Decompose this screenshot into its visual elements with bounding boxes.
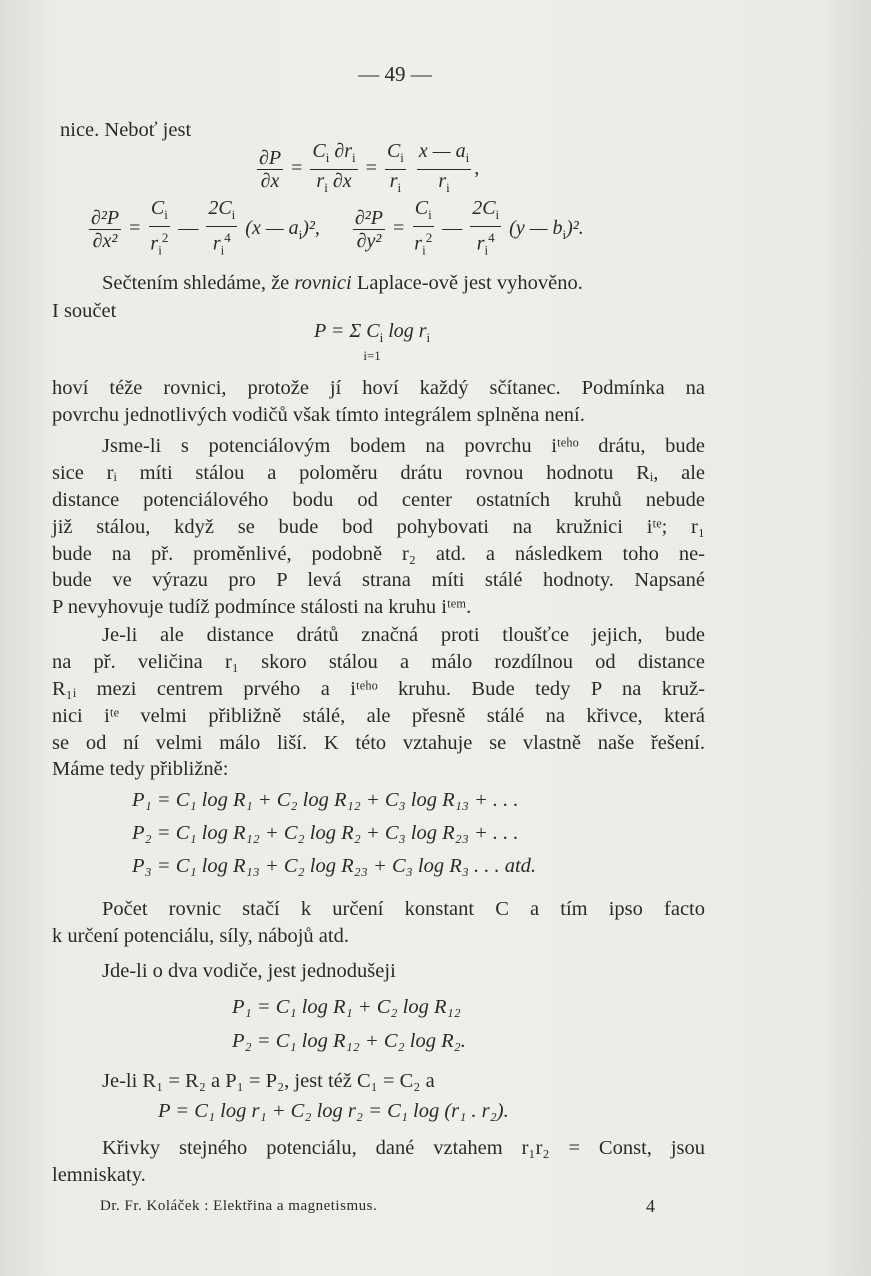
two-eq-2: P₂ = C₁ log R₁₂ + C₂ log R₂.: [232, 1030, 466, 1052]
equation-two-conductors: [232, 990, 466, 1058]
page-number: — 49 —: [358, 62, 432, 86]
footer-citation: Dr. Fr. Koláček : Elektřina a magnetismus.: [100, 1198, 378, 1214]
system-eq-3: P₃ = C₁ log R₁₃ + C₂ log R₂₃ + C₃ log R₃ . . . atd.: [132, 855, 537, 877]
equation-system: [132, 784, 536, 883]
sum-intro: I součet: [52, 300, 117, 322]
paragraph-4: Počet rovnic stačí k určení konstant C a tím ipso facto k určení potenciálu, síly, nábojů atd.: [52, 898, 705, 947]
equation-first-derivative: $\frac{\partial P}{\partial x}$ = $\frac{C_i \partial r_i}{r_i \partial x}$ = $\frac{C_i}{r_i}$ $\frac{x — a_i}{r_i}$ ,: [259, 140, 480, 195]
two-eq-1: P₁ = C₁ log R₁ + C₂ log R₁₂: [232, 996, 461, 1018]
intro-text: nice. Neboť jest: [60, 119, 192, 141]
equation-second-derivatives: $\frac{\text{∂²P}}{\text{∂x²}}$ = $\frac{C_i}{r_i^2}$ — $\frac{2C_i}{r_i^4}$ (x — $a_i)^2$, $\frac{\text{∂²P}}{\text{∂y²}}$ = $\frac{C_i}{r_i^2}$ — $\frac{2C_i}{r_i^4}$ (y — $b_i)^2$.: [91, 197, 584, 258]
signature-number: 4: [646, 1196, 655, 1216]
laplace-sentence: Sečtením shledáme, že rovnici Laplace-ově jest vyhověno.: [102, 272, 583, 294]
equation-sum: P = Σ $C_i$ $\log r_i$ i=1: [314, 320, 431, 363]
paragraph-2: Jsme-li s potenciálovým bodem na povrchu iᵗᵉʰᵒ drátu, bude sice rᵢ míti stálou a poloměru drátu rovnou hodnotu Rᵢ, ale distance potenciálového bodu od center ostatních kruhů nebude již stálou, když se bude bod pohybovati na kružnici iᵗᵉ; r₁ bude na př. proměnlivé, podobně r₂ atd. a následkem toho ne- bude ve výrazu pro P levá strana míti stálé hodnoty. Napsané P nevyhovuje tudíž podmínce stálosti na kruhu iᵗᵉᵐ.: [52, 435, 705, 619]
system-eq-2: P₂ = C₁ log R₁₂ + C₂ log R₂ + C₃ log R₂₃ + . . .: [132, 822, 519, 844]
paragraph-5: Jde-li o dva vodiče, jest jednodušeji: [102, 960, 396, 982]
paragraph-6: Křivky stejného potenciálu, dané vztahem r₁r₂ = Const, jsou lemniskaty.: [52, 1137, 705, 1186]
paragraph-1: hoví téže rovnici, protože jí hoví každý sčítanec. Podmínka na povrchu jednotlivých vodičů však tímto integrálem splněna není.: [52, 377, 705, 426]
paragraph-3: Je-li ale distance drátů značná proti tloušťce jejich, bude na př. veličina r₁ skoro stálou a málo rozdílnou od distance R₁ᵢ mezi centrem prvého a iᵗᵉʰᵒ kruhu. Bude tedy P na kruž- nici iᵗᵉ velmi přibližně stálé, ale přesně stálé na křivce, která se od ní velmi málo liší. K této vztahuje se vlastně naše řešení. Máme tedy přibližně:: [52, 624, 705, 781]
equation-final: P = C₁ log r₁ + C₂ log r₂ = C₁ log (r₁ . r₂).: [158, 1100, 509, 1122]
system-eq-1: P₁ = C₁ log R₁ + C₂ log R₁₂ + C₃ log R₁₃ + . . .: [132, 789, 519, 811]
condition-line: Je-li R₁ = R₂ a P₁ = P₂, jest též C₁ = C₂ a: [102, 1070, 435, 1092]
